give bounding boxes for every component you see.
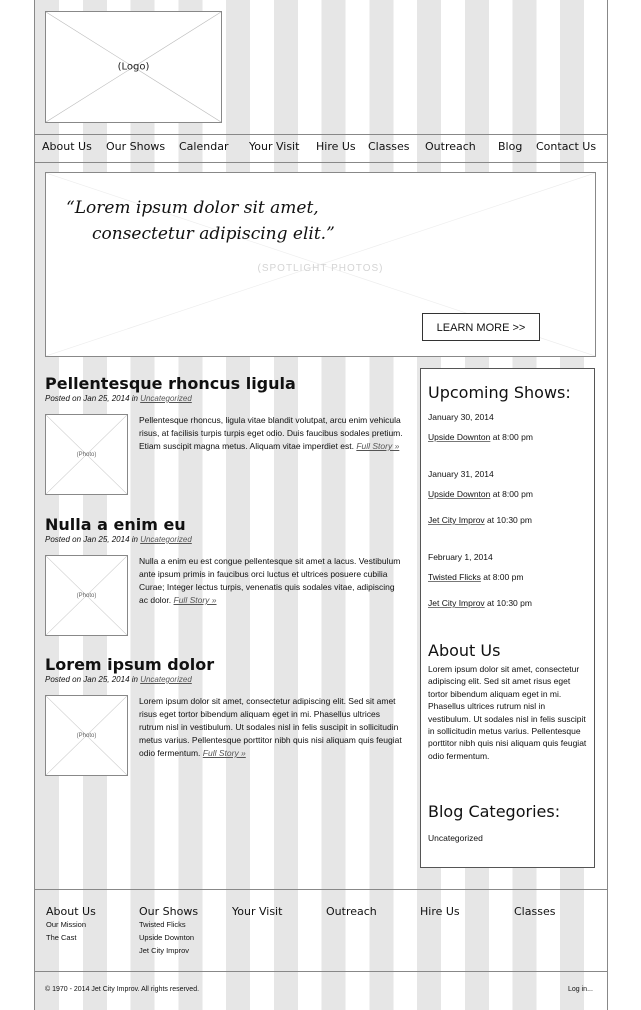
footer-column-classes (514, 905, 555, 918)
logo-placeholder[interactable] (45, 11, 222, 123)
footer-link[interactable]: The Cast (46, 933, 77, 942)
post-category-link[interactable]: Uncategorized (140, 535, 192, 544)
post-category-link[interactable]: Uncategorized (140, 394, 192, 403)
post-excerpt-text: Lorem ipsum dolor sit amet, consectetur adipiscing elit. Sed sit amet risus eget tortor bibendum aliquam eget in mi. Phasellus ultrices rutrum nisl in vestibulum. Ut sodales nisl in felis suscipit in sollicitudin metus varius. Pellentesque porttitor nibh quis nisi aliquam quis feugiat odio fermentum. (139, 696, 402, 758)
logo-label: (Logo) (117, 61, 150, 73)
footer-link[interactable]: Twisted Flicks (139, 920, 186, 929)
thumbnail-label: (Photo) (76, 732, 97, 739)
post-meta (45, 675, 407, 684)
footer-column-hire-us (420, 905, 460, 918)
nav-item-hire-us[interactable]: Hire Us (316, 140, 356, 153)
footer-heading[interactable]: About Us (46, 905, 96, 918)
login-link[interactable]: Log in... (568, 986, 593, 993)
hero-quote-line-2: consectetur adipiscing elit.” (92, 224, 335, 244)
post-date: Posted on Jan 25, 2014 in (45, 394, 141, 403)
thumbnail-label: (Photo) (76, 451, 97, 458)
footer-link[interactable]: Jet City Improv (139, 946, 190, 955)
show-entry (428, 432, 533, 442)
blog-post (45, 374, 407, 458)
thumbnail-label: (Photo) (76, 592, 97, 599)
footer-column-our-shows (139, 905, 198, 957)
show-link[interactable]: Twisted Flicks (428, 572, 481, 582)
show-entry (428, 572, 523, 582)
show-entry (428, 489, 533, 499)
post-meta (45, 535, 407, 544)
footer-heading[interactable]: Our Shows (139, 905, 199, 918)
post-excerpt (139, 555, 404, 607)
footer-heading[interactable]: Outreach (326, 905, 377, 918)
learn-more-button[interactable]: LEARN MORE >> (422, 313, 540, 341)
category-link[interactable]: Uncategorized (428, 833, 483, 843)
nav-item-outreach[interactable]: Outreach (425, 140, 476, 153)
show-time: at 8:00 pm (480, 572, 524, 582)
footer-column-outreach (326, 905, 377, 918)
blog-categories-heading: Blog Categories: (428, 802, 561, 821)
post-thumbnail[interactable] (45, 414, 128, 495)
show-date: January 31, 2014 (428, 469, 494, 479)
show-link[interactable]: Upside Downton (428, 489, 491, 499)
show-date: February 1, 2014 (428, 552, 493, 562)
post-date: Posted on Jan 25, 2014 in (45, 675, 141, 684)
main-nav (34, 134, 608, 162)
show-link[interactable]: Jet City Improv (428, 515, 485, 525)
blog-post (45, 515, 407, 605)
post-excerpt-text: Pellentesque rhoncus, ligula vitae blandit volutpat, arcu enim vehicula risus, at facilisis turpis turpis eget odio. Duis faucibus sodales pretium. Etiam suscipit magna metus. Aliquam vitae imperdiet est. (139, 415, 403, 451)
post-thumbnail[interactable] (45, 555, 128, 636)
hero-quote (66, 195, 335, 247)
nav-item-our-shows[interactable]: Our Shows (106, 140, 166, 153)
nav-item-about-us[interactable]: About Us (42, 140, 92, 153)
blog-post (45, 655, 407, 758)
show-time: at 8:00 pm (490, 432, 533, 442)
hero-quote-line-1: “Lorem ipsum dolor sit amet, (66, 198, 319, 218)
nav-item-blog[interactable]: Blog (498, 140, 523, 153)
show-date: January 30, 2014 (428, 412, 494, 422)
footer-heading[interactable]: Hire Us (420, 905, 460, 918)
post-title[interactable]: Pellentesque rhoncus ligula (45, 374, 296, 393)
footer-column-your-visit (232, 905, 282, 918)
post-title[interactable]: Lorem ipsum dolor (45, 655, 215, 674)
footer-heading[interactable]: Classes (514, 905, 556, 918)
nav-item-classes[interactable]: Classes (368, 140, 410, 153)
footer-column-about-us (46, 905, 96, 944)
sidebar (420, 368, 595, 868)
post-category-link[interactable]: Uncategorized (140, 675, 192, 684)
post-excerpt (139, 695, 404, 760)
show-entry (428, 515, 532, 525)
post-meta (45, 394, 407, 403)
full-story-link[interactable]: Full Story » (356, 441, 400, 451)
full-story-link[interactable]: Full Story » (173, 595, 217, 605)
footer-link[interactable]: Upside Downton (139, 933, 195, 942)
show-link[interactable]: Jet City Improv (428, 598, 485, 608)
show-time: at 10:30 pm (484, 598, 532, 608)
nav-item-calendar[interactable]: Calendar (179, 140, 229, 153)
about-us-heading: About Us (428, 641, 501, 660)
footer-bottom-divider (34, 971, 608, 972)
spotlight-placeholder-label: (SPOTLIGHT PHOTOS) (257, 263, 384, 274)
show-link[interactable]: Upside Downton (428, 432, 491, 442)
nav-item-contact-us[interactable]: Contact Us (536, 140, 597, 153)
about-us-text: Lorem ipsum dolor sit amet, consectetur adipiscing elit. Sed sit amet risus eget tortor bibendum aliquam eget in mi. Phasellus ultrices rutrum nisl in vestibulum. Ut sodales nisl in felis suscipit in sollicitudin metus varius. Pellentesque porttitor nibh quis nisi aliquam quis feugiat odio fermentum. (428, 664, 587, 761)
post-excerpt (139, 414, 404, 453)
copyright-text: © 1970 - 2014 Jet City Improv. All rights reserved. (45, 986, 200, 993)
category-item (428, 833, 483, 843)
footer-top-divider (34, 889, 608, 890)
post-date: Posted on Jan 25, 2014 in (45, 535, 141, 544)
show-time: at 10:30 pm (484, 515, 532, 525)
footer-link[interactable]: Our Mission (46, 920, 87, 929)
full-story-link[interactable]: Full Story » (202, 748, 246, 758)
nav-bottom-divider (34, 162, 608, 163)
post-title[interactable]: Nulla a enim eu (45, 515, 186, 534)
show-entry (428, 598, 532, 608)
nav-item-your-visit[interactable]: Your Visit (249, 140, 300, 153)
post-excerpt-text: Nulla a enim eu est congue pellentesque sit amet a lacus. Vestibulum ante ipsum primis in faucibus orci luctus et ultrices posuere cubilia Curae; Integer lectus turpis, venenatis quis sodales vitae, adipiscing ac dolor. (139, 556, 401, 605)
show-time: at 8:00 pm (490, 489, 533, 499)
upcoming-shows-heading: Upcoming Shows: (428, 383, 571, 402)
footer-heading[interactable]: Your Visit (232, 905, 283, 918)
post-thumbnail[interactable] (45, 695, 128, 776)
spotlight-photos (45, 172, 596, 357)
